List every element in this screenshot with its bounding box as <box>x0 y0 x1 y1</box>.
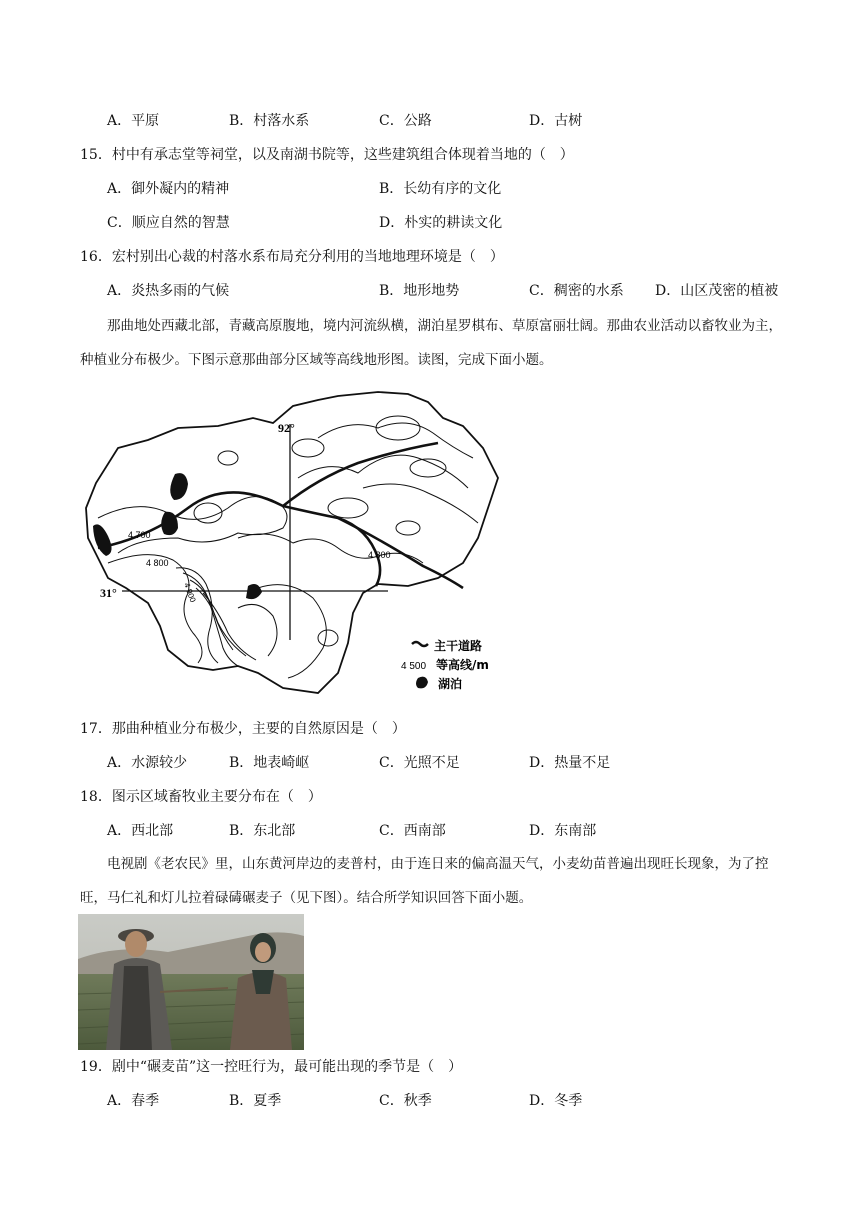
passage-old-farmer: 电视剧《老农民》里，山东黄河岸边的麦普村，由于连日来的偏高温天气，小麦幼苗普遍出现旺长现象，为了控旺，马仁礼和灯儿拉着碌碡碾麦子（见下图）。结合所学知识回答下面小题。 <box>80 856 769 906</box>
contour-closed <box>194 503 222 523</box>
q15-option-c[interactable]: C．顺应自然的智慧 <box>107 215 230 231</box>
lake-legend-icon <box>416 677 428 689</box>
q15-option-a[interactable]: A．御外凝内的精神 <box>107 181 230 197</box>
q16-option-a[interactable]: A．炎热多雨的气候 <box>107 283 230 299</box>
q14-option-a[interactable]: A．平原 <box>107 113 160 129</box>
q14-option-c[interactable]: C．公路 <box>379 113 432 129</box>
legend-road: 主干道路 <box>434 639 483 653</box>
q19-option-c[interactable]: C．秋季 <box>379 1093 432 1109</box>
q16-option-c[interactable]: C．稠密的水系 <box>529 283 624 299</box>
q18-option-c[interactable]: C．西南部 <box>379 823 446 839</box>
q18-stem: 18．图示区域畜牧业主要分布在（ ） <box>80 789 322 805</box>
lon-label: 92° <box>278 421 295 435</box>
legend-contour-prefix: 4 500 <box>401 661 427 672</box>
contour-label: 4 900 <box>182 581 198 604</box>
contour-line <box>108 555 202 663</box>
contour-line <box>196 588 246 656</box>
q17-stem: 17．那曲种植业分布极少，主要的自然原因是（ ） <box>80 721 406 737</box>
legend-lake: 湖泊 <box>438 677 463 691</box>
contour-label: 4 800 <box>368 550 391 560</box>
q16-stem: 16．宏村别出心裁的村落水系布局充分利用的当地地理环境是（ ） <box>80 249 504 265</box>
contour-label: 4 800 <box>146 558 169 568</box>
contour-line <box>258 585 326 678</box>
contour-line <box>298 455 468 488</box>
contour-line <box>203 593 256 660</box>
legend-contour: 等高线/m <box>436 658 489 672</box>
contour-line <box>176 568 218 663</box>
contour-closed <box>376 416 420 440</box>
q17-option-d[interactable]: D．热量不足 <box>529 755 611 771</box>
contour-line <box>363 484 478 523</box>
tv-still-photo <box>78 914 304 1050</box>
q16-option-b[interactable]: B．地形地势 <box>379 283 460 299</box>
q17-option-b[interactable]: B．地表崎岖 <box>229 755 310 771</box>
contour-line <box>238 604 277 656</box>
map-legend <box>401 638 489 691</box>
contour-closed <box>318 630 338 646</box>
q14-option-d[interactable]: D．古树 <box>529 113 583 129</box>
q17-option-c[interactable]: C．光照不足 <box>379 755 460 771</box>
contour-closed <box>292 439 324 457</box>
q15-option-b[interactable]: B．长幼有序的文化 <box>379 181 502 197</box>
q14-option-b[interactable]: B．村落水系 <box>229 113 310 129</box>
q15-stem: 15．村中有承志堂等祠堂，以及南湖书院等，这些建筑组合体现着当地的（ ） <box>80 147 574 163</box>
q19-option-b[interactable]: B．夏季 <box>229 1093 282 1109</box>
q18-option-a[interactable]: A．西北部 <box>107 823 174 839</box>
passage-nagqu: 那曲地处西藏北部，青藏高原腹地，境内河流纵横，湖泊星罗棋布、草原富丽壮阔。那曲农业活动以畜牧业为主，种植业分布极少。下图示意那曲部分区域等高线地形图。读图，完成下面小题。 <box>80 318 782 368</box>
contour-closed <box>396 521 420 535</box>
q16-option-d[interactable]: D．山区茂密的植被 <box>655 283 779 299</box>
contour-closed <box>218 451 238 465</box>
contour-label: 4 700 <box>128 530 151 540</box>
q18-option-b[interactable]: B．东北部 <box>229 823 296 839</box>
q18-option-d[interactable]: D．东南部 <box>529 823 597 839</box>
contour-map <box>78 388 508 698</box>
q15-option-d[interactable]: D．朴实的耕读文化 <box>379 215 503 231</box>
lat-label: 31° <box>100 586 117 600</box>
contour-closed <box>328 498 368 518</box>
road-legend-icon <box>412 642 428 646</box>
q17-option-a[interactable]: A．水源较少 <box>107 755 188 771</box>
q19-stem: 19．剧中“碾麦苗”这一控旺行为，最可能出现的季节是（ ） <box>80 1059 463 1075</box>
q19-option-a[interactable]: A．春季 <box>107 1093 160 1109</box>
q19-option-d[interactable]: D．冬季 <box>529 1093 583 1109</box>
